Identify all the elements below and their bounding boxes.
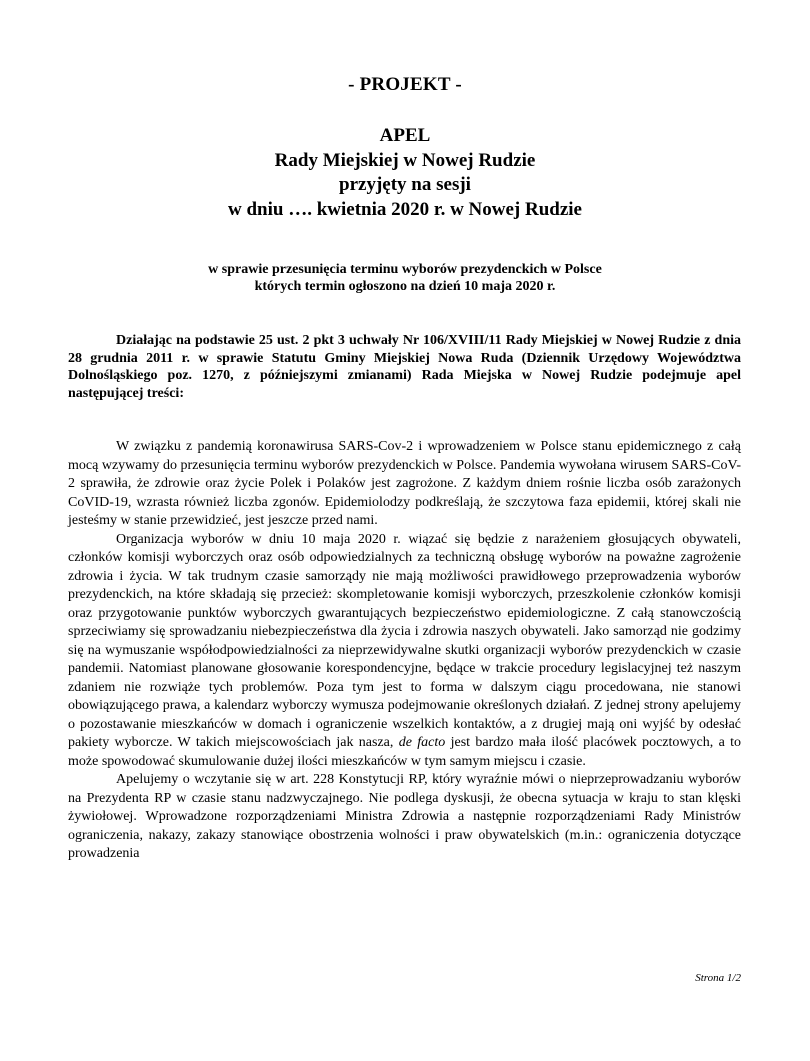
body-paragraph-2-part-2: jest bardzo mała ilość placówek pocztowych, a to może spowodować skumulowanie dużej ilości mieszkańców w tym samym miejscu i czasie. bbox=[68, 735, 742, 769]
legal-basis bbox=[68, 332, 741, 402]
title-line-3: przyjęty na sesji bbox=[339, 174, 471, 195]
page-number: Strona 1/2 bbox=[695, 972, 741, 984]
appeal-body bbox=[68, 438, 741, 864]
body-paragraph-2-part-1: Organizacja wyborów w dniu 10 maja 2020 r. wiązać się będzie z narażeniem głosujących obywateli, członków komisji wyborczych oraz osób odpowiedzialnych za techniczną obsługę wyborów na poważne zagrożenie zdrowia i życia. W tak trudnym czasie samorządy nie mają możliwości prawidłowego przeprowadzenia wyborów prezydenckich, na które składają się przecież: skompletowanie komisji wyborczych, przeszkolenie członków komisji oraz przygotowanie punktów wyborczych gwarantujących bezpieczeństwo epidemiologiczne. Z całą stanowczością sprzeciwiamy się sprowadzaniu niebezpieczeństwa dla życia i zdrowia naszych obywateli. Jako samorząd nie godzimy się na wymuszanie współodpowiedzialności za nieprzewidywalne skutki organizacji wyborów prezydenckich w czasie pandemii. Natomiast planowane głosowanie korespondencyjne, będące w trakcie procedury legislacyjnej też naszym zdaniem nie rozwiąże tych problemów. Poza tym jest to forma w dalszym ciągu procedowana, nie stanowi obowiązującego prawa, a kalendarz wyborczy wymusza podejmowanie określonych działań. Z jednej strony apelujemy o pozostawanie mieszkańców w domach i ograniczenie wszelkich kontaktów, a z drugiej mają oni wyjść by odesłać pakiety wyborcze. W takich miejscowościach jak nasza, bbox=[68, 531, 741, 750]
project-marker: - PROJEKT - bbox=[348, 74, 462, 95]
subject-line-1: w sprawie przesunięcia terminu wyborów prezydenckich w Polsce bbox=[208, 262, 602, 277]
body-paragraph-1: W związku z pandemią koronawirusa SARS-Cov-2 i wprowadzeniem w Polsce stanu epidemicznego z całą mocą wzywamy do przesunięcia terminu wyborów prezydenckich w Polsce. Pandemia wywołana wirusem SARS-CoV-2 sprawiła, że zdrowie oraz życie Polek i Polaków jest zagrożone. Z każdym dniem rośnie liczba osób zarażonych CoVID-19, wzrasta również liczba zgonów. Epidemiolodzy podkreślają, że szczytowa faza epidemii, której skali nie jesteśmy w stanie przewidzieć, jest jeszcze przed nami. bbox=[68, 439, 741, 528]
latin-phrase: de facto bbox=[398, 735, 446, 750]
body-paragraph-3: Apelujemy o wczytanie się w art. 228 Konstytucji RP, który wyraźnie mówi o nieprzeprowadzaniu wyborów na Prezydenta RP w czasie stanu nadzwyczajnego. Nie podlega dyskusji, że obecna sytuacja w kraju to stan klęski żywiołowej. Wprowadzone rozporządzeniami Ministra Zdrowia a następnie rozporządzeniami Rady Ministrów ograniczenia, nakazy, zakazy stanowiące obostrzenia wolności i praw obywatelskich (m.in.: ograniczenia dotyczące prowadzenia bbox=[68, 772, 741, 861]
legal-basis-paragraph: Działając na podstawie 25 ust. 2 pkt 3 uchwały Nr 106/XVIII/11 Rady Miejskiej w Nowej Rudzie z dnia 28 grudnia 2011 r. w sprawie Statutu Gminy Miejskiej Nowa Ruda (Dziennik Urzędowy Województwa Dolnośląskiego poz. 1270, z późniejszymi zmianami) Rada Miejska w Nowej Rudzie podejmuje apel następującej treści: bbox=[68, 333, 741, 401]
document-subject bbox=[0, 261, 810, 295]
body-paragraph-2 bbox=[68, 531, 741, 772]
document-title bbox=[0, 124, 810, 222]
title-line-1: APEL bbox=[379, 125, 431, 146]
title-line-4: w dniu …. kwietnia 2020 r. w Nowej Rudzie bbox=[228, 198, 582, 220]
subject-line-2: których termin ogłoszono na dzień 10 maja 2020 r. bbox=[254, 279, 556, 294]
title-line-2: Rady Miejskiej w Nowej Rudzie bbox=[274, 149, 536, 171]
